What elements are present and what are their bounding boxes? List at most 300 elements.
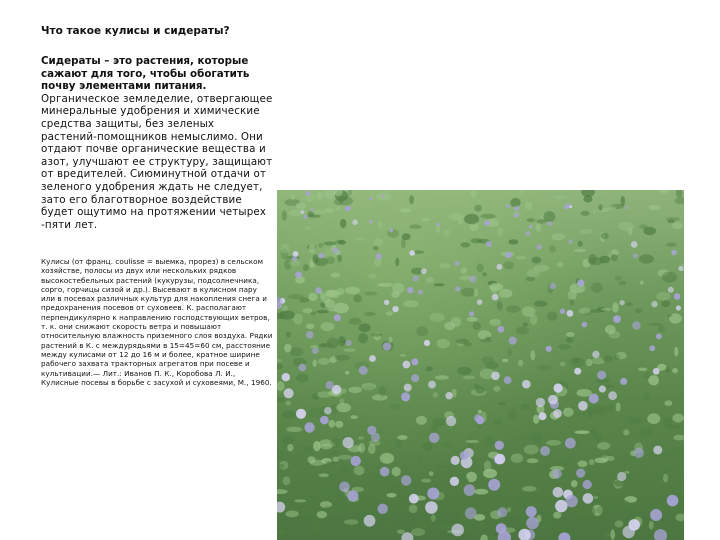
- flower-head: [484, 220, 490, 226]
- foliage-blob: [521, 404, 530, 410]
- foliage-blob: [278, 497, 288, 500]
- foliage-blob: [537, 365, 552, 370]
- foliage-blob: [402, 233, 411, 240]
- flower-head: [293, 251, 299, 257]
- foliage-blob: [460, 267, 467, 273]
- foliage-blob: [480, 535, 488, 540]
- flower-head: [526, 231, 531, 236]
- foliage-blob: [355, 237, 366, 241]
- flower-head: [282, 373, 290, 381]
- flower-head: [558, 532, 570, 540]
- flower-head: [450, 477, 459, 486]
- flower-head: [649, 345, 655, 351]
- foliage-blob: [591, 283, 603, 293]
- flower-head: [548, 395, 558, 405]
- flower-head: [474, 414, 482, 422]
- foliage-blob: [361, 383, 376, 390]
- foliage-blob: [314, 396, 318, 400]
- foliage-blob: [344, 519, 359, 524]
- foliage-blob: [620, 500, 629, 509]
- foliage-blob: [392, 283, 404, 294]
- foliage-blob: [591, 507, 596, 516]
- flower-head: [620, 300, 625, 305]
- foliage-blob: [345, 371, 349, 374]
- foliage-blob: [435, 465, 448, 468]
- foliage-blob: [474, 489, 488, 495]
- foliage-blob: [434, 283, 445, 286]
- foliage-blob: [311, 311, 316, 315]
- foliage-blob: [281, 244, 290, 254]
- foliage-blob: [522, 486, 536, 491]
- foliage-blob: [594, 458, 607, 464]
- foliage-blob: [591, 428, 597, 437]
- foliage-blob: [327, 338, 339, 349]
- foliage-blob: [377, 283, 393, 287]
- foliage-blob: [330, 452, 338, 455]
- foliage-blob: [534, 301, 547, 307]
- foliage-blob: [616, 402, 621, 411]
- foliage-blob: [335, 421, 343, 428]
- foliage-blob: [498, 402, 506, 405]
- flower-head: [306, 331, 314, 339]
- flower-head: [583, 493, 594, 504]
- flower-head: [451, 456, 460, 465]
- foliage-blob: [672, 368, 678, 373]
- foliage-blob: [328, 420, 335, 428]
- flower-head: [299, 364, 307, 372]
- flower-head: [514, 213, 518, 217]
- phacelia-field-photo: [277, 190, 684, 540]
- flower-head: [320, 416, 329, 425]
- flower-head: [310, 208, 314, 212]
- flower-head: [496, 523, 507, 534]
- foliage-blob: [332, 490, 342, 495]
- foliage-blob: [335, 355, 350, 361]
- foliage-blob: [456, 339, 469, 344]
- foliage-blob: [320, 322, 334, 331]
- foliage-blob: [478, 410, 482, 414]
- foliage-blob: [489, 283, 503, 291]
- foliage-blob: [524, 445, 539, 455]
- flower-head: [451, 524, 464, 537]
- foliage-blob: [605, 325, 616, 334]
- flower-head: [428, 381, 436, 389]
- foliage-blob: [338, 336, 345, 346]
- foliage-blob: [341, 465, 352, 473]
- foliage-blob: [506, 305, 520, 313]
- foliage-blob: [307, 215, 321, 218]
- foliage-blob: [282, 436, 294, 445]
- foliage-blob: [664, 400, 672, 406]
- foliage-blob: [593, 496, 598, 499]
- flower-head: [369, 355, 376, 362]
- foliage-blob: [493, 419, 503, 425]
- foliage-blob: [423, 442, 432, 451]
- foliage-blob: [442, 442, 451, 447]
- flower-head: [345, 206, 351, 212]
- flower-head: [464, 484, 476, 496]
- flower-head: [401, 475, 411, 485]
- flower-head: [339, 482, 350, 493]
- foliage-blob: [286, 427, 302, 432]
- foliage-blob: [443, 230, 450, 237]
- flower-head: [504, 376, 512, 384]
- flower-head: [486, 241, 492, 247]
- foliage-blob: [448, 213, 464, 220]
- foliage-blob: [330, 438, 341, 447]
- foliage-blob: [325, 208, 334, 212]
- foliage-blob: [672, 414, 683, 423]
- foliage-blob: [658, 325, 665, 332]
- foliage-blob: [647, 413, 660, 424]
- flower-head: [334, 314, 341, 321]
- foliage-blob: [317, 511, 327, 518]
- foliage-blob: [601, 233, 609, 240]
- foliage-blob: [484, 461, 491, 472]
- flower-head: [301, 210, 305, 214]
- foliage-blob: [676, 190, 683, 198]
- foliage-blob: [474, 205, 481, 212]
- flower-head: [522, 380, 531, 389]
- foliage-blob: [553, 512, 561, 519]
- foliage-blob: [611, 529, 615, 540]
- flower-head: [469, 311, 474, 316]
- foliage-blob: [287, 444, 293, 452]
- foliage-blob: [612, 302, 618, 313]
- flower-head: [469, 276, 476, 283]
- foliage-blob: [296, 373, 308, 382]
- flower-head: [409, 494, 419, 504]
- foliage-blob: [291, 194, 296, 200]
- foliage-blob: [308, 293, 317, 301]
- foliage-blob: [532, 433, 543, 443]
- flower-head: [364, 515, 376, 527]
- foliage-blob: [304, 495, 315, 501]
- foliage-blob: [662, 452, 678, 458]
- foliage-blob: [340, 219, 346, 228]
- foliage-blob: [489, 319, 501, 326]
- foliage-blob: [435, 375, 449, 379]
- foliage-blob: [470, 190, 476, 198]
- foliage-blob: [298, 506, 310, 517]
- foliage-blob: [371, 333, 382, 337]
- foliage-blob: [551, 233, 565, 240]
- foliage-blob: [286, 401, 292, 406]
- foliage-blob: [409, 195, 414, 204]
- foliage-blob: [364, 312, 376, 316]
- foliage-blob: [283, 476, 291, 485]
- flower-head: [326, 381, 334, 389]
- flower-head: [514, 206, 519, 211]
- foliage-blob: [640, 281, 644, 285]
- field-illustration: [277, 190, 684, 540]
- foliage-blob: [487, 535, 496, 540]
- foliage-blob: [532, 257, 542, 264]
- foliage-blob: [659, 501, 667, 510]
- slide-title: Что такое кулисы и сидераты?: [41, 25, 230, 37]
- flower-head: [549, 283, 555, 289]
- foliage-blob: [431, 425, 437, 433]
- foliage-blob: [526, 277, 535, 281]
- foliage-blob: [282, 210, 287, 221]
- flower-head: [497, 326, 504, 333]
- flower-head: [369, 220, 372, 223]
- flower-head: [437, 223, 440, 226]
- foliage-blob: [673, 435, 684, 441]
- foliage-blob: [518, 360, 523, 367]
- foliage-blob: [503, 261, 514, 269]
- foliage-blob: [336, 403, 351, 412]
- foliage-blob: [392, 467, 401, 477]
- foliage-blob: [609, 206, 617, 210]
- foliage-blob: [643, 227, 656, 235]
- foliage-blob: [675, 197, 684, 204]
- flower-head: [623, 526, 635, 538]
- foliage-blob: [649, 521, 654, 530]
- lead-definition: Сидераты – это растения, которые сажают для того, чтобы обогатить почву элементами питания.: [41, 55, 250, 93]
- foliage-blob: [663, 467, 678, 472]
- foliage-blob: [338, 455, 352, 460]
- foliage-blob: [581, 190, 594, 197]
- foliage-blob: [395, 258, 399, 266]
- foliage-blob: [563, 462, 568, 465]
- flower-head: [429, 433, 439, 443]
- foliage-blob: [587, 407, 593, 418]
- foliage-blob: [433, 392, 438, 397]
- foliage-blob: [473, 322, 481, 330]
- foliage-blob: [648, 323, 663, 326]
- body-paragraph: Органическое земледелие, отвергающее минеральные удобрения и химические средства защиты, без зеленых растений-помощников немыслимо. Они отдают почве органические вещества и азот, улучшают ее структуру, защищают от вредителей. Сиюминутной отдачи от зеленого удобрения ждать не следует, зато его благотворное воздействие будет ощутимо на протяжении четырех -пяти лет.: [41, 92, 273, 231]
- foliage-blob: [516, 256, 527, 260]
- foliage-blob: [421, 218, 430, 221]
- flower-head: [495, 454, 506, 465]
- foliage-blob: [318, 358, 330, 365]
- flower-head: [509, 337, 517, 345]
- foliage-blob: [566, 337, 573, 343]
- foliage-blob: [431, 515, 436, 522]
- foliage-blob: [546, 516, 552, 525]
- foliage-blob: [317, 191, 323, 200]
- foliage-blob: [380, 453, 394, 464]
- flower-head: [554, 383, 563, 392]
- flower-head: [421, 268, 427, 274]
- foliage-blob: [575, 430, 590, 434]
- flower-head: [597, 371, 606, 380]
- foliage-blob: [485, 337, 491, 340]
- flower-head: [411, 358, 418, 365]
- foliage-blob: [286, 331, 291, 337]
- foliage-blob: [574, 249, 587, 252]
- foliage-blob: [560, 362, 566, 366]
- flower-head: [555, 500, 567, 512]
- foliage-blob: [364, 292, 377, 296]
- flower-head: [492, 294, 499, 301]
- foliage-blob: [571, 480, 578, 487]
- foliage-blob: [288, 294, 304, 299]
- foliage-blob: [457, 367, 472, 375]
- foliage-blob: [529, 502, 544, 506]
- foliage-blob: [440, 524, 453, 530]
- foliage-blob: [379, 386, 387, 396]
- foliage-blob: [277, 364, 283, 369]
- foliage-blob: [534, 265, 550, 272]
- foliage-blob: [508, 409, 517, 419]
- foliage-blob: [336, 207, 341, 211]
- foliage-blob: [576, 413, 587, 416]
- foliage-blob: [625, 302, 632, 306]
- foliage-blob: [607, 504, 615, 512]
- foliage-blob: [638, 368, 648, 371]
- foliage-blob: [277, 381, 285, 391]
- flower-head: [599, 385, 606, 392]
- flower-head: [304, 422, 314, 432]
- foliage-blob: [592, 209, 596, 214]
- flower-head: [631, 241, 638, 248]
- foliage-blob: [666, 243, 677, 247]
- foliage-blob: [277, 359, 282, 362]
- foliage-blob: [382, 521, 395, 526]
- foliage-blob: [578, 461, 588, 468]
- foliage-blob: [429, 471, 434, 476]
- foliage-blob: [579, 509, 588, 519]
- flower-head: [418, 290, 423, 295]
- foliage-blob: [353, 295, 362, 303]
- flower-head: [620, 378, 627, 385]
- flower-head: [567, 310, 574, 317]
- foliage-blob: [374, 238, 384, 246]
- flower-head: [347, 490, 358, 501]
- foliage-blob: [335, 240, 344, 244]
- foliage-blob: [326, 461, 333, 465]
- flower-head: [277, 502, 285, 513]
- foliage-blob: [419, 455, 424, 460]
- flower-head: [324, 407, 332, 415]
- foliage-blob: [502, 359, 508, 362]
- foliage-blob: [390, 403, 401, 410]
- foliage-blob: [670, 484, 674, 494]
- foliage-blob: [326, 256, 335, 264]
- flower-head: [445, 392, 452, 399]
- foliage-blob: [416, 326, 428, 336]
- foliage-blob: [644, 393, 649, 400]
- foliage-blob: [672, 222, 683, 229]
- foliage-blob: [533, 415, 539, 424]
- foliage-blob: [389, 337, 393, 343]
- flower-head: [676, 305, 681, 310]
- foliage-blob: [460, 242, 470, 247]
- foliage-blob: [386, 493, 396, 498]
- foliage-blob: [674, 347, 678, 357]
- foliage-blob: [525, 202, 532, 210]
- flower-head: [401, 392, 410, 401]
- foliage-blob: [277, 530, 284, 535]
- foliage-blob: [316, 310, 329, 314]
- foliage-blob: [354, 466, 365, 476]
- flower-head: [592, 351, 599, 358]
- flower-head: [576, 469, 585, 478]
- foliage-blob: [520, 498, 527, 504]
- flower-head: [477, 299, 483, 305]
- foliage-blob: [278, 464, 284, 468]
- flower-head: [446, 416, 456, 426]
- foliage-blob: [340, 503, 353, 511]
- flower-head: [495, 441, 504, 450]
- foliage-blob: [523, 322, 528, 326]
- foliage-blob: [649, 205, 660, 210]
- foliage-blob: [667, 424, 680, 429]
- flower-head: [319, 253, 325, 259]
- foliage-blob: [444, 322, 455, 331]
- foliage-blob: [499, 289, 513, 298]
- flower-head: [656, 333, 662, 339]
- foliage-blob: [426, 277, 434, 283]
- foliage-blob: [421, 479, 431, 483]
- foliage-blob: [530, 350, 535, 360]
- flower-head: [668, 287, 674, 293]
- foliage-blob: [546, 440, 561, 446]
- flower-head: [413, 275, 419, 281]
- foliage-blob: [306, 324, 314, 330]
- foliage-blob: [436, 339, 450, 349]
- foliage-blob: [618, 222, 633, 231]
- foliage-blob: [403, 300, 418, 307]
- flower-head: [650, 509, 662, 521]
- foliage-blob: [497, 227, 503, 236]
- foliage-blob: [333, 303, 349, 314]
- foliage-blob: [604, 532, 618, 538]
- foliage-blob: [480, 214, 495, 219]
- flower-head: [506, 204, 510, 208]
- text-column: [41, 55, 273, 231]
- flower-head: [546, 346, 552, 352]
- flower-head: [292, 256, 297, 261]
- foliage-blob: [430, 313, 445, 322]
- foliage-blob: [508, 239, 518, 244]
- foliage-blob: [589, 459, 595, 465]
- flower-head: [651, 301, 657, 307]
- foliage-blob: [635, 308, 642, 313]
- foliage-blob: [549, 245, 555, 252]
- flower-head: [674, 293, 681, 300]
- flower-head: [560, 309, 565, 314]
- foliage-blob: [543, 211, 555, 222]
- flower-head: [312, 348, 319, 355]
- foliage-blob: [409, 504, 418, 513]
- foliage-blob: [508, 348, 512, 356]
- foliage-blob: [516, 327, 529, 335]
- foliage-blob: [601, 308, 612, 311]
- foliage-blob: [661, 300, 670, 307]
- flower-head: [632, 321, 640, 329]
- flower-head: [569, 205, 572, 208]
- foliage-blob: [304, 446, 312, 453]
- flower-head: [565, 438, 576, 449]
- foliage-blob: [358, 436, 365, 439]
- flower-head: [404, 384, 412, 392]
- foliage-blob: [286, 511, 299, 518]
- foliage-blob: [439, 263, 451, 268]
- foliage-blob: [507, 507, 511, 512]
- flower-head: [497, 507, 507, 517]
- foliage-blob: [644, 467, 649, 474]
- flower-head: [454, 261, 460, 267]
- foliage-blob: [416, 416, 427, 425]
- flower-head: [634, 448, 644, 458]
- foliage-blob: [535, 223, 541, 232]
- foliage-blob: [511, 453, 523, 463]
- foliage-blob: [284, 344, 291, 353]
- foliage-blob: [318, 243, 323, 248]
